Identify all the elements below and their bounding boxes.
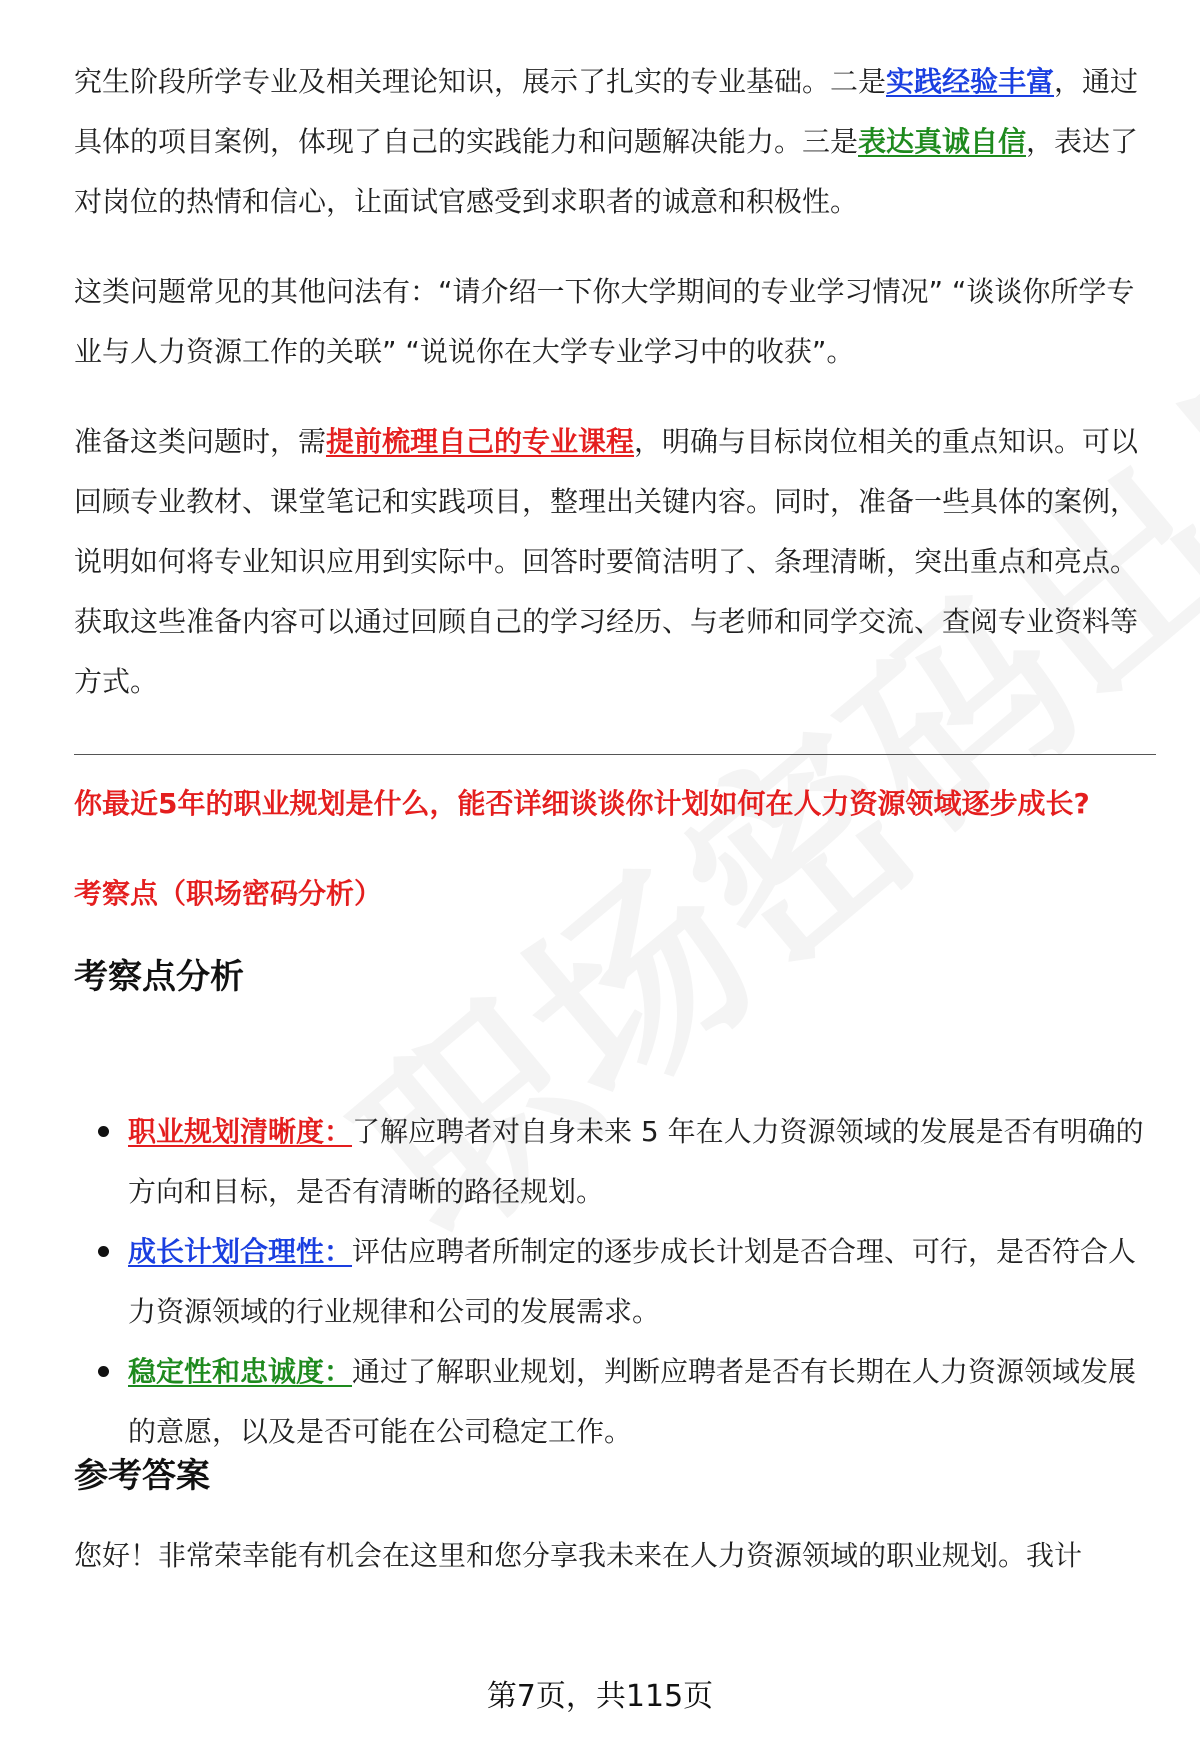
list-item (74, 1222, 1156, 1342)
highlight-sincere-confidence: 表达真诚自信 (858, 125, 1027, 158)
bullet-icon (98, 1366, 109, 1377)
paragraph-3 (74, 412, 1156, 712)
paragraph-1-text-b: ，通过具体的项目案例，体现了自己的实践能力和问题解决能力。三是 (74, 65, 1139, 158)
section-divider (74, 754, 1156, 755)
analysis-item-label: 职业规划清晰度： (128, 1115, 353, 1148)
analysis-heading: 考察点分析 (74, 957, 244, 997)
list-item (74, 1102, 1156, 1222)
paragraph-1-text-a: 究生阶段所学专业及相关理论知识，展示了扎实的专业基础。二是 (74, 65, 887, 98)
bullet-icon (98, 1126, 109, 1137)
analysis-item-label: 成长计划合理性： (128, 1235, 353, 1268)
list-item (74, 1342, 1156, 1462)
answer-text: 您好！非常荣幸能有机会在这里和您分享我未来在人力资源领域的职业规划。我计 (74, 1539, 1083, 1572)
paragraph-1 (74, 52, 1156, 232)
paragraph-3-text-b: ，明确与目标岗位相关的重点知识。可以回顾专业教材、课堂笔记和实践项目，整理出关键内容。同时，准备一些具体的案例，说明如何将专业知识应用到实际中。回答时要简洁明了、条理清晰，突出重点和亮点。获取这些准备内容可以通过回顾自己的学习经历、与老师和同学交流、查阅专业资料等方式。 (74, 425, 1139, 698)
paragraph-2: 这类问题常见的其他问法有：“请介绍一下你大学期间的专业学习情况” “谈谈你所学专业与人力资源工作的关联” “说说你在大学专业学习中的收获”。 (74, 275, 1135, 368)
analysis-item-text: 了解应聘者对自身未来 5 年在人力资源领域的发展是否有明确的方向和目标，是否有清晰的路径规划。 (128, 1115, 1144, 1208)
highlight-practice-experience: 实践经验丰富 (886, 65, 1055, 98)
paragraph-1-text-c: ，表达了对岗位的热情和信心，让面试官感受到求职者的诚意和积极性。 (74, 125, 1139, 218)
analysis-list (74, 1102, 1156, 1462)
analysis-item-label: 稳定性和忠诚度： (128, 1355, 353, 1388)
reference-label: 考察点（职场密码分析） (74, 877, 383, 910)
interview-question: 你最近5年的职业规划是什么，能否详细谈谈你计划如何在人力资源领域逐步成长? (74, 787, 1090, 820)
analysis-item-text: 评估应聘者所制定的逐步成长计划是否合理、可行，是否符合人力资源领域的行业规律和公司的发展需求。 (128, 1235, 1137, 1328)
answer-heading: 参考答案 (74, 1456, 210, 1496)
bullet-icon (98, 1246, 109, 1257)
analysis-item-text: 通过了解职业规划，判断应聘者是否有长期在人力资源领域发展的意愿，以及是否可能在公司稳定工作。 (128, 1355, 1137, 1448)
page-footer: 第7页，共115页 (486, 1679, 714, 1714)
paragraph-3-text-a: 准备这类问题时，需 (74, 425, 327, 458)
highlight-course-review: 提前梳理自己的专业课程 (326, 425, 635, 458)
